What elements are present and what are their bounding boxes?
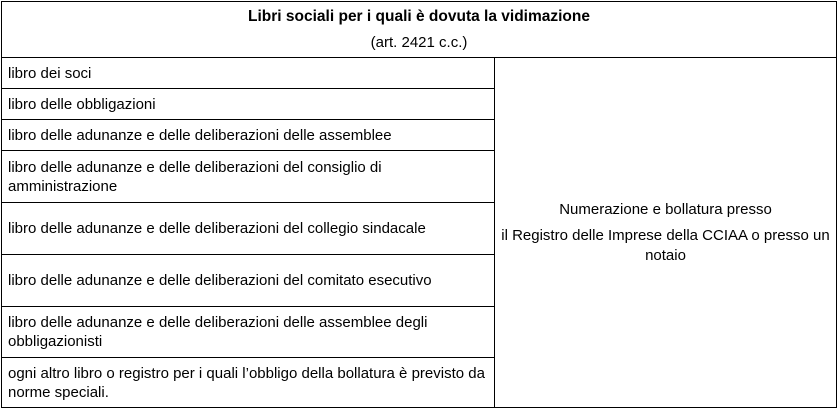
book-cell: libro delle adunanze e delle deliberazioni delle assemblee <box>2 120 495 151</box>
procedure-line-2: il Registro delle Imprese della CCIAA o presso un notaio <box>501 226 830 264</box>
book-cell: libro delle adunanze e delle deliberazioni del consiglio di amministrazione <box>2 151 495 203</box>
book-cell: libro delle adunanze e delle deliberazioni del collegio sindacale <box>2 203 495 255</box>
book-cell: libro delle obbligazioni <box>2 89 495 120</box>
table-title: Libri sociali per i quali è dovuta la vidimazione <box>248 7 590 25</box>
vidimazione-table <box>1 1 837 408</box>
book-cell: ogni altro libro o registro per i quali l’obbligo della bollatura è previsto da norme speciali. <box>2 358 495 408</box>
book-cell: libro delle adunanze e delle deliberazioni del comitato esecutivo <box>2 255 495 307</box>
procedure-line-1: Numerazione e bollatura presso <box>559 200 772 218</box>
table-row <box>2 58 837 89</box>
header-row <box>2 2 837 58</box>
procedure-cell <box>495 58 837 408</box>
book-cell: libro dei soci <box>2 58 495 89</box>
table-subtitle: (art. 2421 c.c.) <box>370 33 468 51</box>
header-cell <box>2 2 837 58</box>
book-cell: libro delle adunanze e delle deliberazioni delle assemblee degli obbligazionisti <box>2 307 495 358</box>
